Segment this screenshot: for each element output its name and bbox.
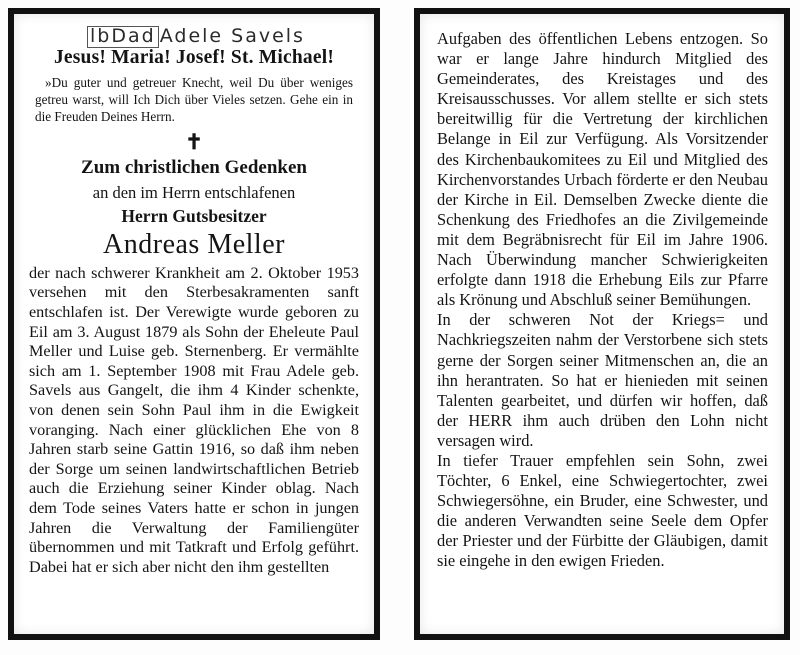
memoriam-subheading: an den im Herrn entschlafenen [92, 183, 296, 203]
biography-text [29, 264, 359, 578]
obituary-paragraph: In der schweren Not der Kriegs= und Nachkriegszeiten nahm der Verstorbene sich stets gerne der Sorgen seiner Mitmenschen an, die an ihn herantraten. So hat er hienieden mit seinen Talenten gearbeitet, und dürfen wir hoffen, daß der HERR ihm auch drüben den Lohn nicht versagen wird. [437, 310, 768, 450]
memorial-card-right-content [425, 19, 779, 629]
cross-icon: ✝ [185, 130, 203, 155]
memoriam-heading: Zum christlichen Gedenken [81, 157, 307, 179]
obituary-paragraph: Aufgaben des öffentlichen Lebens entzogen. So war er lange Jahre hindurch Mitglied des Gemeinderates, des Kreistages und des Kreisausschusses. Vor allem stellte er sich stets bereitwillig für die Vertretung der kirchlichen Belange in Eil zur Verfügung. Als Vorsitzender des Kirchenbaukomitees zu Eil und Mitglied des Kirchenvorstandes Urbach förderte er den Neubau der Kirche in Eil. Demselben Zwecke diente die Schenkung des Friedhofes an die Zivilgemeinde mit dem Begräbnisrecht für Eil im Jahre 1906. Nach Überwindung mancher Schwierigkeiten erfolgte dann 1918 die Erhebung Eils zur Pfarre als Krönung und Abschluß seiner Bemühungen. [437, 29, 768, 310]
scripture-quote: »Du guter und getreuer Knecht, weil Du über weniges getreu warst, will Ich Dich über Vieles setzen. Gehe ein in die Freuden Deines Herrn. [35, 75, 353, 124]
obituary-text [437, 29, 768, 572]
memorial-card-left [8, 8, 380, 640]
deceased-name: Andreas Meller [103, 229, 285, 261]
deceased-title: Herrn Gutsbesitzer [121, 205, 267, 226]
obituary-paragraph: In tiefer Trauer empfehlen sein Sohn, zwei Töchter, 6 Enkel, eine Schwiegertochter, zwei Schwiegersöhne, ein Bruder, eine Schwester, und die anderen Verwandten seine Seele dem Opfer der Priester und der Fürbitte der Gläubigen, damit sie eingehe in den ewigen Frieden. [437, 450, 768, 571]
handwritten-annotation-name: Adele Savels [159, 25, 305, 47]
handwritten-annotation [33, 25, 359, 48]
biography-paragraph: der nach schwerer Krankheit am 2. Oktober 1953 versehen mit den Sterbesakramenten sanft entschlafen ist. Der Verewigte wurde geboren zu Eil am 3. August 1879 als Sohn der Eheleute Paul Meller und Luise geb. Sternenberg. Er vermählte sich am 1. September 1908 mit Frau Adele geb. Savels aus Gangelt, die ihm 4 Kinder schenkte, von denen sein Sohn Paul ihm in die Ewigkeit voranging. Nach einer glücklichen Ehe von 8 Jahren starb seine Gattin 1916, so daß ihm neben der Sorge um seinen landwirtschaftlichen Betrieb auch die Erziehung seiner Kinder oblag. Nach dem Tode seines Vaters hatte er schon in jungen Jahren die Verwaltung der Familiengüter übernommen und mit Tatkraft und Erfolg geführt. Dabei hat er sich aber nicht den ihm gestellten [29, 263, 359, 576]
invocation-line: Jesus! Maria! Josef! St. Michael! [53, 47, 335, 68]
memorial-card-right [414, 8, 790, 640]
memorial-card-left-content [19, 19, 369, 629]
handwritten-annotation-boxed: lbDad [87, 26, 159, 48]
